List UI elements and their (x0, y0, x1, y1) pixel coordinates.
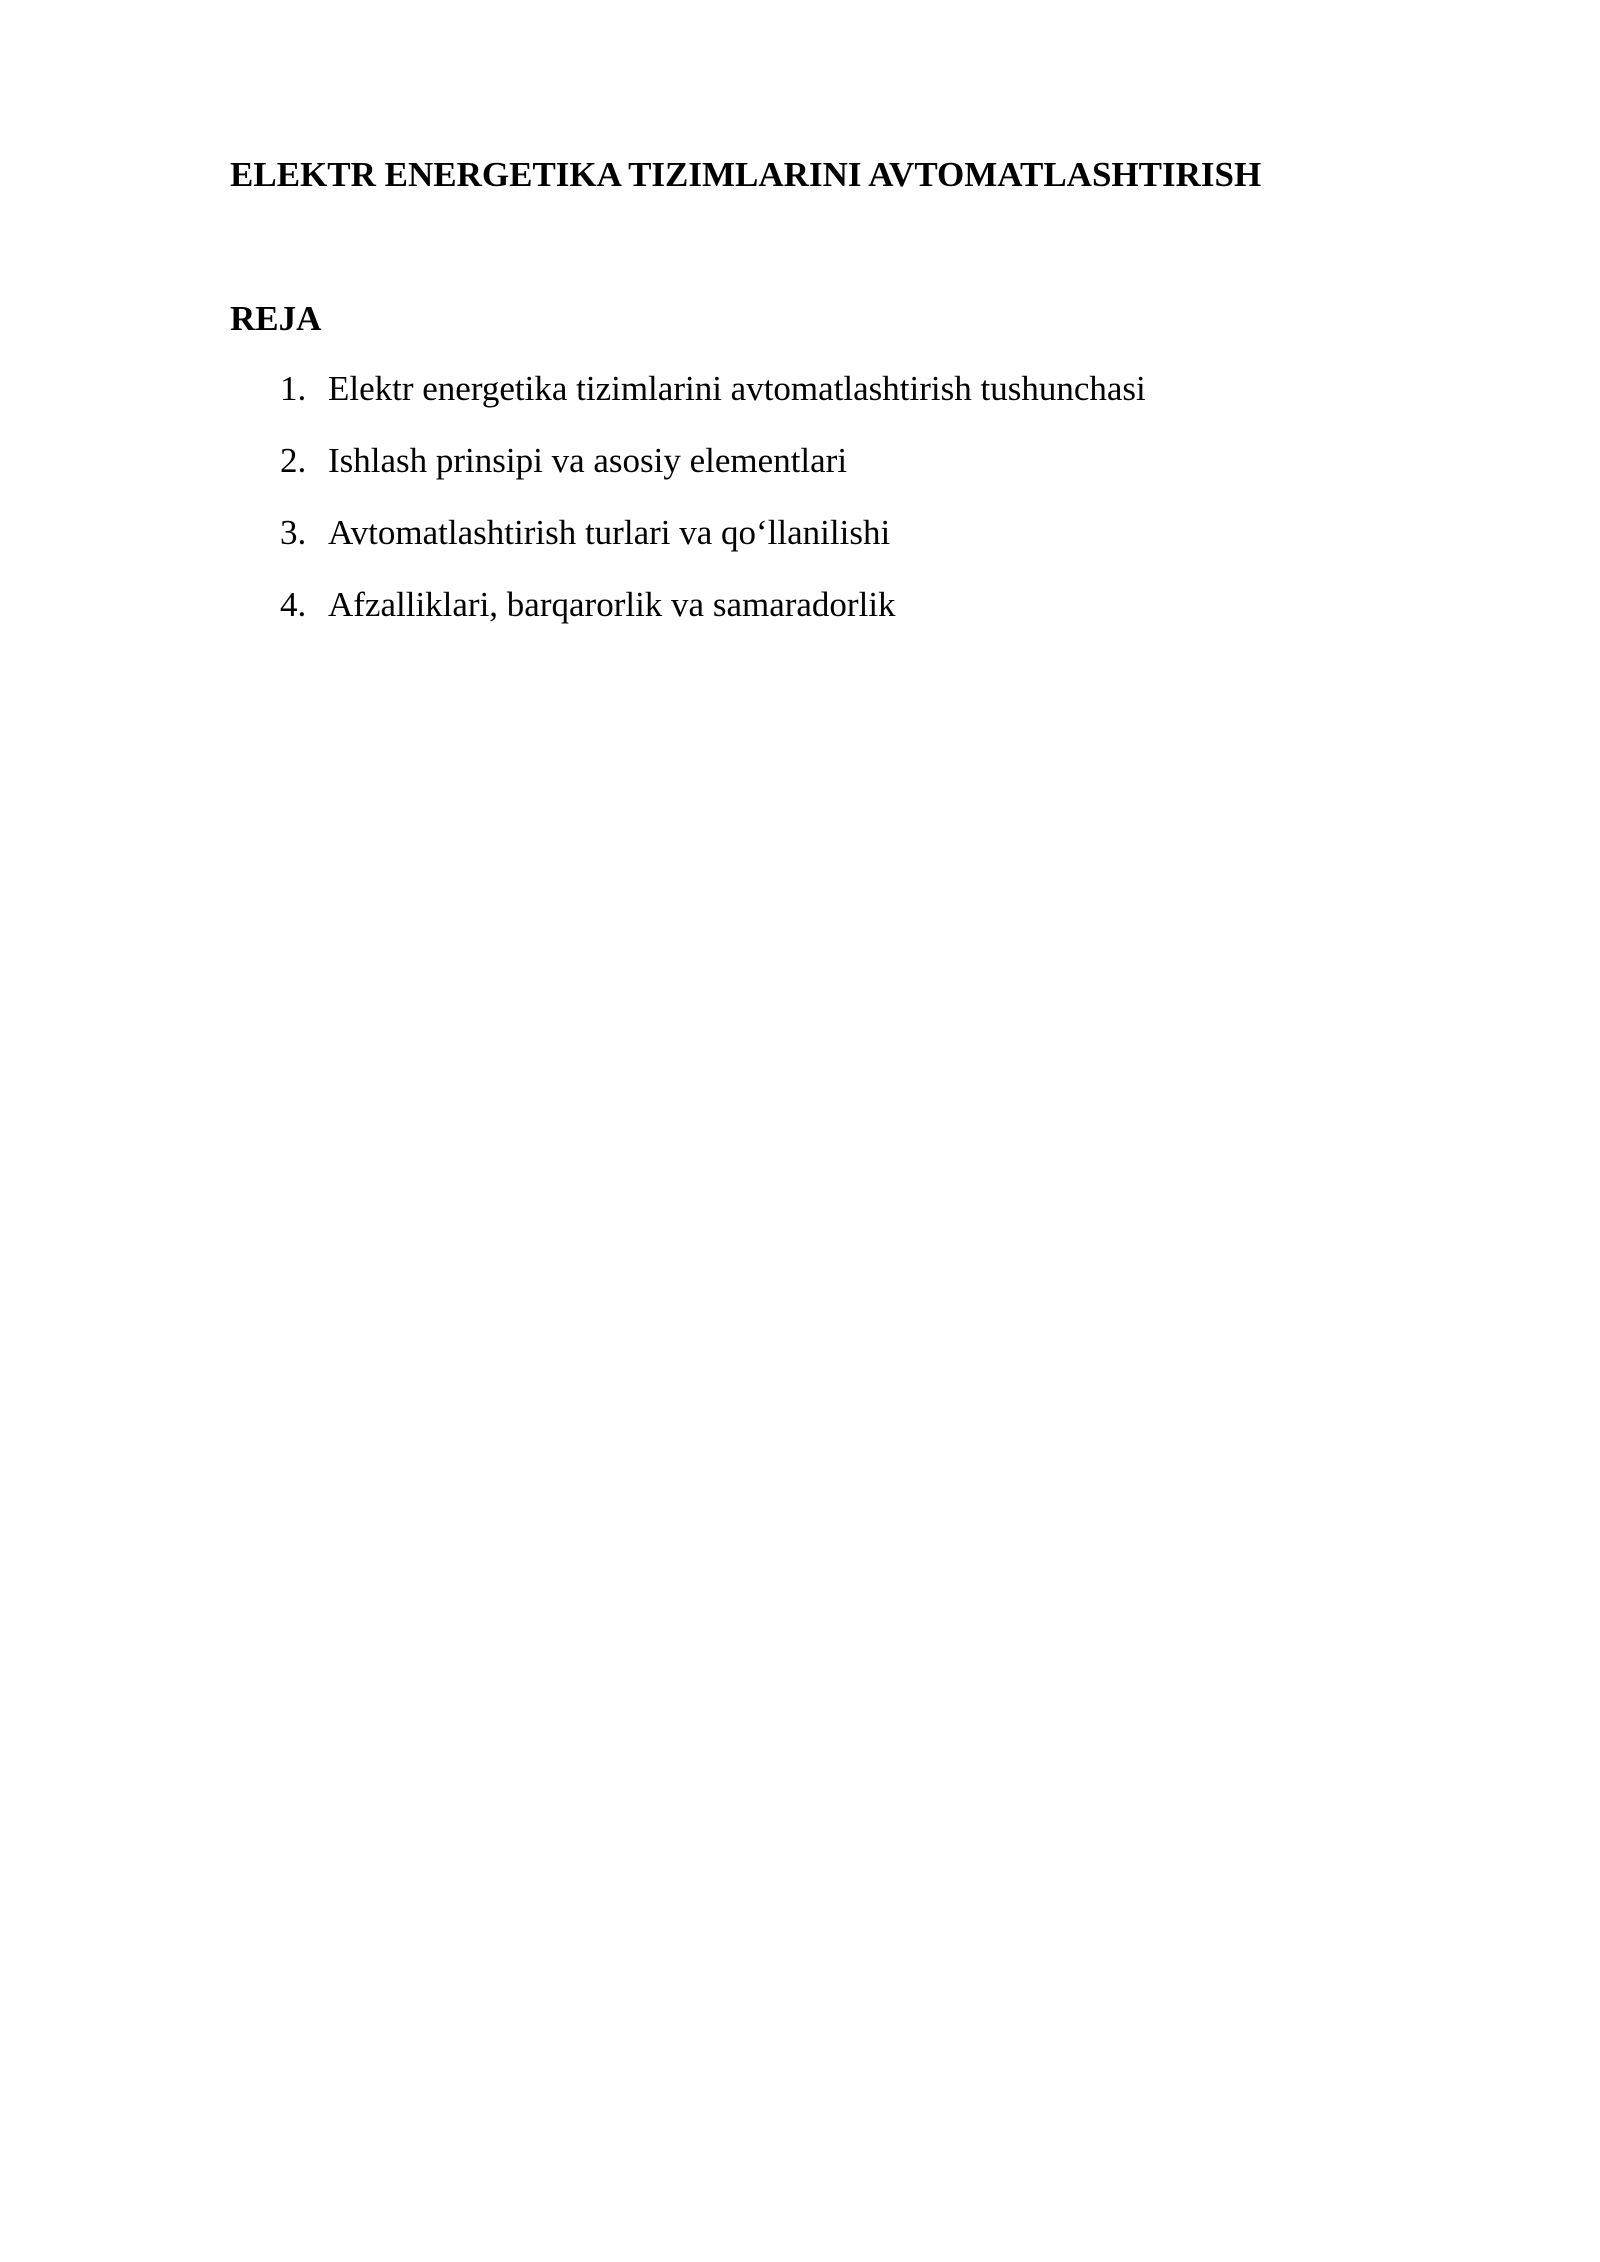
plan-item-number: 2. (280, 441, 307, 480)
plan-item-text: Ishlash prinsipi va asosiy elementlari (328, 441, 848, 480)
plan-item-2 (230, 438, 1430, 510)
plan-item-1 (230, 366, 1430, 438)
plan-item-3 (230, 510, 1430, 582)
plan-item-number: 4. (280, 585, 307, 624)
plan-heading: REJA (230, 299, 322, 338)
plan-item-text: Afzalliklari, barqarorlik va samaradorlik (328, 585, 896, 624)
plan-item-number: 3. (280, 513, 307, 552)
document-title: ELEKTR ENERGETIKA TIZIMLARINI AVTOMATLASHTIRISH (230, 155, 1262, 194)
plan-item-text: Elektr energetika tizimlarini avtomatlashtirish tushunchasi (328, 369, 1146, 408)
plan-list (230, 366, 1430, 654)
plan-item-4 (230, 582, 1430, 654)
plan-item-text: Avtomatlashtirish turlari va qo‘llanilishi (328, 513, 891, 552)
plan-item-number: 1. (280, 369, 307, 408)
